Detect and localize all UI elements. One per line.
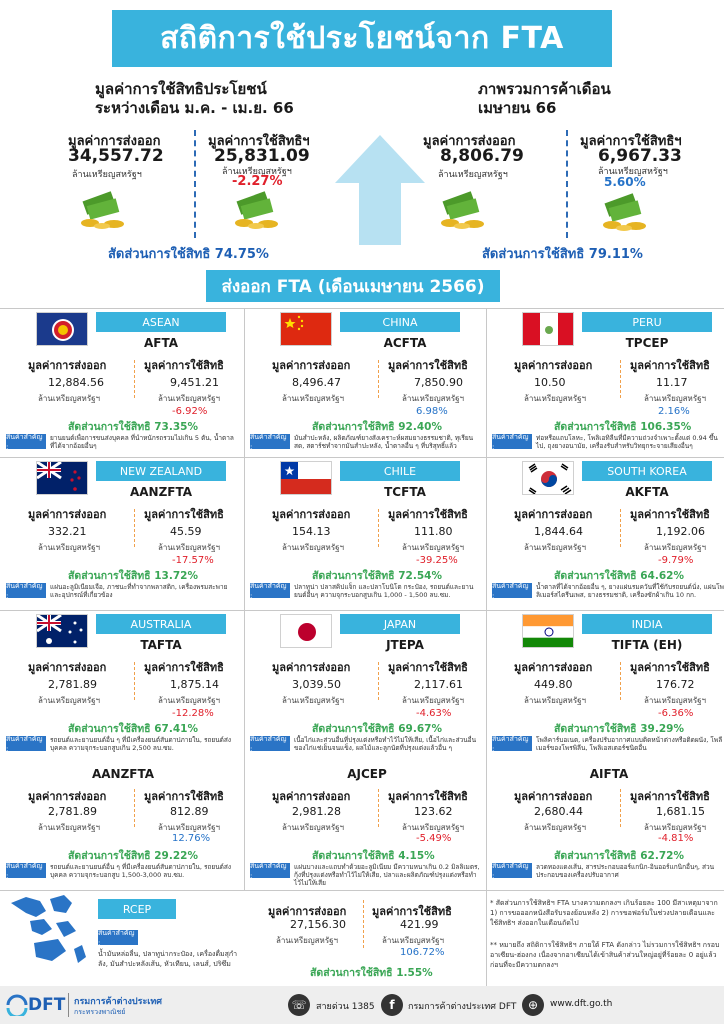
summary-right-export-value: 8,806.79 bbox=[440, 146, 524, 166]
subcard-agreement: AJCEP bbox=[347, 767, 387, 781]
card-use-value: 11.17 bbox=[656, 376, 688, 389]
card-divider bbox=[620, 360, 621, 398]
phone-icon: ☏ bbox=[288, 994, 310, 1016]
rcep-use-unit: ล้านเหรียญสหรัฐฯ bbox=[382, 936, 445, 945]
note-1: * สัดส่วนการใช้สิทธิฯ FTA บางความตกลงฯ เกินร้อยละ 100 มีสาเหตุมาจาก 1) การขอออกหนังสือรับรองย้อนหลัง 2) การขอฟอร์มในช่วงปลายเดือนและใช้สิทธิฯ ส่งออกในเดือนถัดไป bbox=[490, 899, 718, 927]
footer-logo-divider bbox=[68, 993, 69, 1017]
rcep-divider bbox=[363, 900, 364, 948]
summary-right-share: สัดส่วนการใช้สิทธิ 79.11% bbox=[482, 247, 643, 262]
card-export-unit: ล้านเหรียญสหรัฐฯ bbox=[524, 696, 587, 705]
card-use-unit: ล้านเหรียญสหรัฐฯ bbox=[402, 543, 465, 552]
subcard-export-value: 2,781.89 bbox=[48, 805, 97, 818]
card-export-label: มูลค่าการส่งออก bbox=[272, 359, 351, 372]
card-export-unit: ล้านเหรียญสหรัฐฯ bbox=[282, 394, 345, 403]
card-share: สัดส่วนการใช้สิทธิ 39.29% bbox=[554, 723, 684, 735]
subcard-divider bbox=[134, 789, 135, 827]
money-stack-icon bbox=[598, 190, 652, 232]
summary-right-use-unit: ล้านเหรียญสหรัฐฯ bbox=[598, 167, 668, 177]
flag-icon-1 bbox=[280, 312, 332, 346]
section-title: ส่งออก FTA (เดือนเมษายน 2566) bbox=[206, 270, 500, 302]
rcep-map-icon bbox=[6, 893, 88, 965]
card-export-value: 449.80 bbox=[534, 678, 573, 691]
card-use-unit: ล้านเหรียญสหรัฐฯ bbox=[402, 394, 465, 403]
flag-icon-2 bbox=[522, 312, 574, 346]
card-products: โพลิคาร์บอเนต, เครื่องปรับอากาศแบบติดหน้าต่างหรือติดผนัง, โพลีเมอร์ของโพรพิลีน, โพลิเอสเตอร์ชนิดอื่น bbox=[536, 736, 723, 752]
card-region-tag: INDIA bbox=[582, 614, 712, 634]
card-use-value: 7,850.90 bbox=[414, 376, 463, 389]
card-export-unit: ล้านเหรียญสหรัฐฯ bbox=[524, 543, 587, 552]
subcard-use-value: 1,681.15 bbox=[656, 805, 705, 818]
subcard-use-value: 812.89 bbox=[170, 805, 209, 818]
card-divider bbox=[134, 662, 135, 700]
rcep-share: สัดส่วนการใช้สิทธิ 1.55% bbox=[310, 967, 433, 979]
card-change: -6.36% bbox=[658, 708, 694, 719]
card-export-unit: ล้านเหรียญสหรัฐฯ bbox=[38, 696, 101, 705]
card-use-value: 111.80 bbox=[414, 525, 453, 538]
card-use-unit: ล้านเหรียญสหรัฐฯ bbox=[644, 696, 707, 705]
summary-left-use-value: 25,831.09 bbox=[214, 146, 310, 166]
card-export-value: 8,496.47 bbox=[292, 376, 341, 389]
summary-left-use-label: มูลค่าการใช้สิทธิฯ bbox=[208, 134, 310, 149]
rcep-products: น้ำมันหล่อลื่น, ปลาทูน่ากระป๋อง, เครื่องดื่มสุกำลัง, มันสำปะหลังเส้น, หัวเทียน, เลนส์, ปริซึม bbox=[98, 950, 238, 968]
card-products: เนื้อไก่และส่วนอื่นที่ปรุงแต่งหรือทำไว้ไม่ให้เสีย, เนื้อไก่และส่วนอื่นของไก่แช่เย็นจนแข็ง, ผลไม้และลูกนัตที่ปรุงแต่งแล้วอื่น ๆ bbox=[294, 736, 477, 752]
card-use-label: มูลค่าการใช้สิทธิ bbox=[144, 359, 224, 372]
card-export-value: 332.21 bbox=[48, 525, 87, 538]
summary-left-share: สัดส่วนการใช้สิทธิ 74.75% bbox=[108, 247, 269, 262]
summary-left-use-unit: ล้านเหรียญสหรัฐฯ bbox=[222, 167, 292, 177]
card-products: น้ำตาลที่ได้จากอ้อยอื่น ๆ, ยางแผ่นรมควันที่ใช้กับรถยนต์นั่ง, แผ่นโพลิเมอร์สไตรีนเพส, ยางธรรมชาติ, เครื่องซักผ้าเกิน 10 กก. bbox=[536, 583, 724, 599]
rcep-export-label: มูลค่าการส่งออก bbox=[268, 905, 347, 918]
subcard-divider bbox=[378, 789, 379, 827]
card-product-tag: สินค้าสำคัญ : bbox=[6, 434, 46, 449]
card-change: 2.16% bbox=[658, 406, 690, 417]
subcard-product-tag: สินค้าสำคัญ : bbox=[250, 863, 290, 878]
grid-divider bbox=[486, 308, 487, 890]
card-change: -17.57% bbox=[172, 555, 214, 566]
summary-right-title bbox=[478, 80, 611, 118]
subcard-share: สัดส่วนการใช้สิทธิ 62.72% bbox=[554, 850, 684, 862]
card-change: -39.25% bbox=[416, 555, 458, 566]
money-stack-icon bbox=[76, 188, 130, 230]
card-use-unit: ล้านเหรียญสหรัฐฯ bbox=[644, 543, 707, 552]
subcard-use-unit: ล้านเหรียญสหรัฐฯ bbox=[644, 823, 707, 832]
card-export-value: 154.13 bbox=[292, 525, 331, 538]
card-use-label: มูลค่าการใช้สิทธิ bbox=[388, 359, 468, 372]
card-agreement: TAFTA bbox=[140, 638, 182, 652]
subcard-use-label: มูลค่าการใช้สิทธิ bbox=[144, 790, 224, 803]
card-export-label: มูลค่าการส่งออก bbox=[272, 661, 351, 674]
summary-right-title-line1: ภาพรวมการค้าเดือน bbox=[478, 80, 611, 98]
card-product-tag: สินค้าสำคัญ : bbox=[6, 583, 46, 598]
summary-left-title bbox=[95, 80, 294, 118]
card-divider bbox=[620, 662, 621, 700]
rcep-use-value: 421.99 bbox=[400, 918, 439, 931]
grid-divider bbox=[0, 457, 724, 458]
subcard-export-label: มูลค่าการส่งออก bbox=[514, 790, 593, 803]
subcard-use-value: 123.62 bbox=[414, 805, 453, 818]
card-divider bbox=[378, 509, 379, 547]
subcard-export-unit: ล้านเหรียญสหรัฐฯ bbox=[38, 823, 101, 832]
card-agreement: TIFTA (EH) bbox=[611, 638, 683, 652]
summary-left-use-change: -2.27% bbox=[232, 174, 283, 189]
card-region-tag: SOUTH KOREA bbox=[582, 461, 712, 481]
card-use-label: มูลค่าการใช้สิทธิ bbox=[388, 508, 468, 521]
summary-right-title-line2: เมษายน 66 bbox=[478, 99, 557, 117]
footer-ministry: กระทรวงพาณิชย์ bbox=[74, 1008, 126, 1016]
card-product-tag: สินค้าสำคัญ : bbox=[492, 434, 532, 449]
card-export-unit: ล้านเหรียญสหรัฐฯ bbox=[524, 394, 587, 403]
card-agreement: TPCEP bbox=[625, 336, 669, 350]
subcard-products: รถยนต์และยานยนต์อื่น ๆ ที่มีเครื่องยนต์สันดาปภายใน, รถยนต์ส่งบุคคล ความจุกระบอกสูบ 1,500-3,000 ลบ.ซม. bbox=[50, 863, 232, 879]
card-divider bbox=[378, 360, 379, 398]
card-use-value: 176.72 bbox=[656, 678, 695, 691]
subcard-use-unit: ล้านเหรียญสหรัฐฯ bbox=[158, 823, 221, 832]
subcard-products: แผ่นบางและแถบทำด้วยอะลูมิเนียม มีความหนาเกิน 0.2 มิลลิเมตร, กุ้งที่ปรุงแต่งหรือทำไว้ไม่ให้เสีย, ปลาและผลิตภัณฑ์ปรุงแต่งหรือทำไว้ไม่ให้เสีย bbox=[294, 863, 480, 887]
up-arrow-icon bbox=[335, 135, 425, 245]
card-export-unit: ล้านเหรียญสหรัฐฯ bbox=[282, 696, 345, 705]
card-divider bbox=[620, 509, 621, 547]
flag-icon-6 bbox=[36, 614, 88, 648]
rcep-use-label: มูลค่าการใช้สิทธิ bbox=[372, 905, 452, 918]
card-use-value: 9,451.21 bbox=[170, 376, 219, 389]
grid-divider bbox=[0, 890, 724, 891]
card-use-label: มูลค่าการใช้สิทธิ bbox=[630, 661, 710, 674]
card-use-unit: ล้านเหรียญสหรัฐฯ bbox=[402, 696, 465, 705]
footer-facebook[interactable]: กรมการค้าต่างประเทศ DFT bbox=[408, 1002, 517, 1012]
card-products: ปลาทูน่า ปลาสคิปแจ็ก และปลาโบนิโต กระป๋อง, รถยนต์และยานยนต์อื่นๆ ความจุกระบอกสูบเกิน 1,000 - 1,500 ลบ.ซม. bbox=[294, 583, 474, 599]
card-share: สัดส่วนการใช้สิทธิ 64.62% bbox=[554, 570, 684, 582]
card-change: 6.98% bbox=[416, 406, 448, 417]
card-agreement: TCFTA bbox=[384, 485, 426, 499]
card-export-label: มูลค่าการส่งออก bbox=[272, 508, 351, 521]
rcep-product-tag: สินค้าสำคัญ : bbox=[98, 930, 138, 945]
subcard-change: -4.81% bbox=[658, 833, 694, 844]
card-products: ยานยนต์เพื่อการขนส่งบุคคล ที่นำหนักรถรวมไม่เกิน 5 ตัน, น้ำตาลที่ได้จากอ้อยอื่นๆ bbox=[50, 434, 234, 450]
note-2: ** หมายถึง สถิติการใช้สิทธิฯ ภายใต้ FTA ดังกล่าว ไม่รวมการใช้สิทธิฯ กรอบอาเซียน-ฮ่องกง เนื่องจากอาเซียนได้เข้าสินค้าส่วนใหญ่อยู่ที่ร้อยละ 0 อยู่แล้วก่อนที่จะมีความตกลงฯ bbox=[490, 941, 720, 969]
card-export-unit: ล้านเหรียญสหรัฐฯ bbox=[282, 543, 345, 552]
card-use-unit: ล้านเหรียญสหรัฐฯ bbox=[644, 394, 707, 403]
card-region-tag: ASEAN bbox=[96, 312, 226, 332]
money-stack-icon bbox=[436, 188, 490, 230]
card-product-tag: สินค้าสำคัญ : bbox=[6, 736, 46, 751]
dft-logo-icon bbox=[6, 994, 28, 1016]
card-region-tag: PERU bbox=[582, 312, 712, 332]
card-export-label: มูลค่าการส่งออก bbox=[28, 359, 107, 372]
card-export-label: มูลค่าการส่งออก bbox=[514, 359, 593, 372]
card-share: สัดส่วนการใช้สิทธิ 106.35% bbox=[554, 421, 692, 433]
card-divider bbox=[134, 509, 135, 547]
card-change: -9.79% bbox=[658, 555, 694, 566]
subcard-use-label: มูลค่าการใช้สิทธิ bbox=[388, 790, 468, 803]
summary-right-use-change: 5.60% bbox=[604, 175, 646, 189]
summary-left-export-label: มูลค่าการส่งออก bbox=[68, 134, 161, 149]
card-product-tag: สินค้าสำคัญ : bbox=[492, 583, 532, 598]
card-agreement: AFTA bbox=[143, 336, 179, 350]
summary-right-export-unit: ล้านเหรียญสหรัฐฯ bbox=[438, 170, 508, 180]
card-region-tag: CHILE bbox=[340, 461, 460, 481]
summary-right-use-value: 6,967.33 bbox=[598, 146, 682, 166]
card-export-value: 2,781.89 bbox=[48, 678, 97, 691]
subcard-export-label: มูลค่าการส่งออก bbox=[28, 790, 107, 803]
card-export-label: มูลค่าการส่งออก bbox=[28, 508, 107, 521]
card-export-value: 1,844.64 bbox=[534, 525, 583, 538]
grid-divider bbox=[0, 610, 724, 611]
card-products: รถยนต์และยานยนต์อื่น ๆ ที่มีเครื่องยนต์สันดาปภายใน, รถยนต์ส่งบุคคล ความจุกระบอกสูบเกิน 2,500 ลบ.ซม. bbox=[50, 736, 232, 752]
subcard-change: 12.76% bbox=[172, 833, 211, 844]
card-share: สัดส่วนการใช้สิทธิ 13.72% bbox=[68, 570, 198, 582]
card-agreement: AKFTA bbox=[625, 485, 669, 499]
card-region-tag: AUSTRALIA bbox=[96, 614, 226, 634]
flag-icon-0 bbox=[36, 312, 88, 346]
card-product-tag: สินค้าสำคัญ : bbox=[250, 434, 290, 449]
card-export-unit: ล้านเหรียญสหรัฐฯ bbox=[38, 543, 101, 552]
card-change: -6.92% bbox=[172, 406, 208, 417]
card-use-label: มูลค่าการใช้สิทธิ bbox=[630, 359, 710, 372]
flag-icon-8 bbox=[522, 614, 574, 648]
summary-right-divider bbox=[566, 130, 568, 238]
facebook-icon: f bbox=[381, 994, 403, 1016]
dft-logo-text: DFT bbox=[28, 995, 66, 1015]
card-agreement: ACFTA bbox=[383, 336, 427, 350]
summary-left-divider bbox=[194, 130, 196, 238]
subcard-products: ลวดทองแดงเส้น, สารประกอบออร์แกนิก-อินออร์แกนิกอื่นๆ, ส่วนประกอบของเครื่องปรับอากาศ bbox=[536, 863, 715, 879]
grid-divider bbox=[244, 308, 245, 890]
subcard-use-unit: ล้านเหรียญสหรัฐฯ bbox=[402, 823, 465, 832]
rcep-region-tag: RCEP bbox=[98, 899, 176, 919]
card-agreement: AANZFTA bbox=[129, 485, 193, 499]
footer-website[interactable]: www.dft.go.th bbox=[550, 999, 613, 1009]
subcard-export-value: 2,981.28 bbox=[292, 805, 341, 818]
card-region-tag: NEW ZEALAND bbox=[96, 461, 226, 481]
card-products: ท่อหรือแถบโลหะ, โพลิเอทิลีนที่มีความถ่วงจำเพาะตั้งแต่ 0.94 ขึ้นไป, ถุงยางอนามัย, เครื่องรับสำหรับวิทยุกระจายเสียงอื่นๆ bbox=[536, 434, 718, 450]
card-use-label: มูลค่าการใช้สิทธิ bbox=[144, 661, 224, 674]
summary-left-export-value: 34,557.72 bbox=[68, 146, 164, 166]
summary-left-title-line2: ระหว่างเดือน ม.ค. - เม.ย. 66 bbox=[95, 99, 294, 117]
card-use-label: มูลค่าการใช้สิทธิ bbox=[630, 508, 710, 521]
rcep-export-unit: ล้านเหรียญสหรัฐฯ bbox=[276, 936, 339, 945]
subcard-share: สัดส่วนการใช้สิทธิ 4.15% bbox=[312, 850, 435, 862]
subcard-use-label: มูลค่าการใช้สิทธิ bbox=[630, 790, 710, 803]
flag-icon-4 bbox=[280, 461, 332, 495]
globe-icon: ⊕ bbox=[522, 994, 544, 1016]
subcard-export-label: มูลค่าการส่งออก bbox=[272, 790, 351, 803]
rcep-export-value: 27,156.30 bbox=[290, 918, 346, 931]
card-use-unit: ล้านเหรียญสหรัฐฯ bbox=[158, 543, 221, 552]
card-export-label: มูลค่าการส่งออก bbox=[514, 508, 593, 521]
subcard-change: -5.49% bbox=[416, 833, 452, 844]
subcard-export-value: 2,680.44 bbox=[534, 805, 583, 818]
rcep-change: 106.72% bbox=[400, 947, 445, 958]
card-change: -4.63% bbox=[416, 708, 452, 719]
card-share: สัดส่วนการใช้สิทธิ 92.40% bbox=[312, 421, 442, 433]
card-export-value: 10.50 bbox=[534, 376, 566, 389]
card-share: สัดส่วนการใช้สิทธิ 67.41% bbox=[68, 723, 198, 735]
subcard-agreement: AIFTA bbox=[589, 767, 629, 781]
card-divider bbox=[378, 662, 379, 700]
card-region-tag: CHINA bbox=[340, 312, 460, 332]
card-use-value: 45.59 bbox=[170, 525, 202, 538]
flag-icon-3 bbox=[36, 461, 88, 495]
grid-divider bbox=[486, 890, 487, 986]
card-product-tag: สินค้าสำคัญ : bbox=[492, 736, 532, 751]
summary-right-use-label: มูลค่าการใช้สิทธิฯ bbox=[580, 134, 682, 149]
card-agreement: JTEPA bbox=[386, 638, 424, 652]
subcard-divider bbox=[620, 789, 621, 827]
subcard-agreement: AANZFTA bbox=[91, 767, 155, 781]
summary-right-export-label: มูลค่าการส่งออก bbox=[423, 134, 516, 149]
card-use-unit: ล้านเหรียญสหรัฐฯ bbox=[158, 696, 221, 705]
summary-left-title-line1: มูลค่าการใช้สิทธิประโยชน์ bbox=[95, 80, 267, 98]
card-use-unit: ล้านเหรียญสหรัฐฯ bbox=[158, 394, 221, 403]
subcard-product-tag: สินค้าสำคัญ : bbox=[492, 863, 532, 878]
subcard-export-unit: ล้านเหรียญสหรัฐฯ bbox=[282, 823, 345, 832]
subcard-share: สัดส่วนการใช้สิทธิ 29.22% bbox=[68, 850, 198, 862]
subcard-product-tag: สินค้าสำคัญ : bbox=[6, 863, 46, 878]
card-product-tag: สินค้าสำคัญ : bbox=[250, 583, 290, 598]
card-use-value: 1,875.14 bbox=[170, 678, 219, 691]
card-export-label: มูลค่าการส่งออก bbox=[514, 661, 593, 674]
card-export-value: 12,884.56 bbox=[48, 376, 104, 389]
card-export-label: มูลค่าการส่งออก bbox=[28, 661, 107, 674]
card-share: สัดส่วนการใช้สิทธิ 69.67% bbox=[312, 723, 442, 735]
page-title: สถิติการใช้ประโยชน์จาก FTA bbox=[112, 10, 612, 67]
grid-divider bbox=[0, 308, 724, 309]
card-products: มันสำปะหลัง, ผลิตภัณฑ์ยางสังเคราะห์ผสมยางธรรมชาติ, ทุเรียนสด, สตาร์ชทำจากมันสำปะหลัง, น้ำตาลอื่น ๆ ที่บริสุทธิ์แล้ว bbox=[294, 434, 474, 450]
card-product-tag: สินค้าสำคัญ : bbox=[250, 736, 290, 751]
money-stack-icon bbox=[230, 188, 284, 230]
card-export-value: 3,039.50 bbox=[292, 678, 341, 691]
card-divider bbox=[134, 360, 135, 398]
card-products: แผ่นอะลูมิเนียมเจือ, ภาชนะที่ทำจากพลาสติก, เครื่องพรมสะพายและอุปกรณ์ที่เกี่ยวข้อง bbox=[50, 583, 228, 599]
card-share: สัดส่วนการใช้สิทธิ 72.54% bbox=[312, 570, 442, 582]
card-use-label: มูลค่าการใช้สิทธิ bbox=[144, 508, 224, 521]
footer-dept-name: กรมการค้าต่างประเทศ bbox=[74, 997, 163, 1007]
flag-icon-5 bbox=[522, 461, 574, 495]
summary-left-export-unit: ล้านเหรียญสหรัฐฯ bbox=[72, 170, 142, 180]
footer bbox=[0, 986, 724, 1024]
flag-icon-7 bbox=[280, 614, 332, 648]
subcard-export-unit: ล้านเหรียญสหรัฐฯ bbox=[524, 823, 587, 832]
card-use-value: 1,192.06 bbox=[656, 525, 705, 538]
footer-hotline[interactable]: สายด่วน 1385 bbox=[316, 1002, 375, 1012]
card-use-label: มูลค่าการใช้สิทธิ bbox=[388, 661, 468, 674]
card-region-tag: JAPAN bbox=[340, 614, 460, 634]
card-share: สัดส่วนการใช้สิทธิ 73.35% bbox=[68, 421, 198, 433]
card-export-unit: ล้านเหรียญสหรัฐฯ bbox=[38, 394, 101, 403]
card-change: -12.28% bbox=[172, 708, 214, 719]
card-use-value: 2,117.61 bbox=[414, 678, 463, 691]
